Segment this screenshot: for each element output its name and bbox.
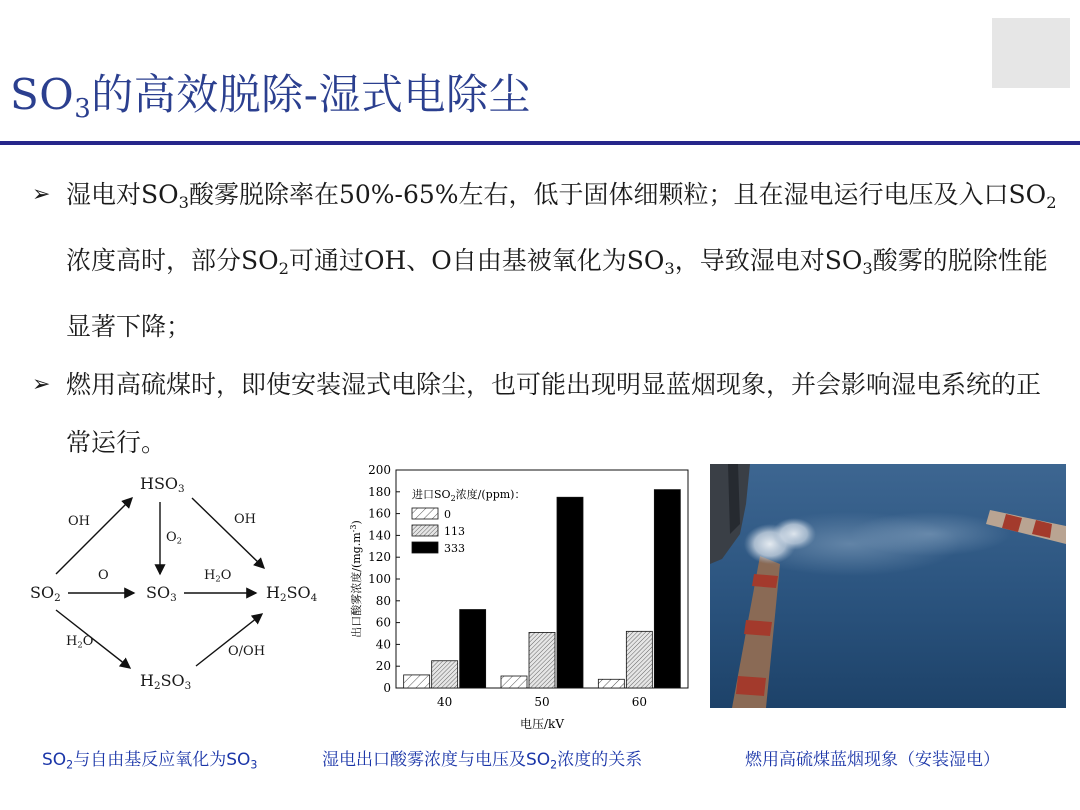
- label-oh-right: OH: [234, 512, 256, 527]
- bar-113-40: [432, 661, 458, 688]
- species-h2so3: $H_2SO_3$: [140, 671, 192, 693]
- reaction-arrows: [22, 466, 332, 698]
- bar-333-60: [654, 490, 680, 688]
- x-axis-label: 电压/kV: [520, 717, 564, 731]
- species-so2: $SO_2$: [30, 583, 61, 605]
- text-run: 湿电对SO: [66, 180, 179, 209]
- caption-chart: 湿电出口酸雾浓度与电压及$SO_2$浓度的关系: [322, 750, 643, 772]
- y-tick-label: 40: [375, 637, 391, 652]
- legend-label: 113: [444, 525, 465, 538]
- y-tick-label: 100: [368, 572, 391, 586]
- corner-placeholder-box: [992, 18, 1070, 88]
- y-tick-label: 140: [368, 528, 391, 543]
- bar-0-40: [404, 675, 430, 688]
- subscript: 3: [664, 258, 675, 278]
- slide-title: $SO_3$的高效脱除-湿式电除尘: [10, 70, 531, 124]
- label-o-oh: O/OH: [228, 644, 266, 659]
- bullet-list: [32, 166, 1062, 472]
- label-h2o-mid: $H_2O$: [204, 568, 232, 584]
- arrow-so2-hso3: [56, 498, 132, 574]
- text-run: 浓度高时，部分SO: [66, 245, 279, 275]
- legend-swatch: [412, 525, 438, 536]
- y-tick-label: 20: [375, 659, 391, 674]
- title-divider: [0, 141, 1080, 145]
- legend-title: 进口$SO_2$浓度/(ppm)：: [412, 488, 526, 503]
- species-so3: $SO_3$: [146, 583, 177, 605]
- text-run: 燃用高硫煤时，即使安装湿式电除尘，也可能出现明显蓝烟现象，并会影响湿电系统的正常运行。: [66, 369, 1042, 457]
- bar-113-60: [626, 631, 652, 688]
- subscript: 3: [862, 258, 873, 278]
- bar-333-40: [460, 610, 486, 688]
- species-hso3: $HSO_3$: [140, 474, 185, 496]
- bar-0-60: [598, 679, 624, 688]
- label-o2: $O_2$: [166, 530, 183, 546]
- text-run: 酸雾的脱除性能显著下降；: [66, 245, 1048, 341]
- label-o: O: [98, 568, 109, 583]
- bullet-item: [32, 356, 1062, 472]
- y-tick-label: 60: [375, 615, 391, 630]
- y-tick-label: 200: [368, 463, 391, 477]
- y-tick-label: 80: [375, 593, 391, 608]
- label-oh-left: OH: [68, 514, 90, 529]
- caption-photo: 燃用高硫煤蓝烟现象（安装湿电）: [745, 750, 1000, 770]
- subscript: 3: [178, 192, 189, 212]
- x-tick-label: 40: [437, 695, 453, 709]
- y-tick-label: 180: [368, 484, 391, 499]
- chart-canvas: [338, 460, 698, 735]
- text-run: 酸雾脱除率在50%-65%左右，低于固体细颗粒；且在湿电运行电压及入口SO: [188, 180, 1047, 209]
- bullet-item: [32, 166, 1062, 356]
- y-tick-label: 0: [383, 681, 391, 695]
- text-run: ，导致湿电对SO: [674, 245, 863, 275]
- species-h2so4: $H_2SO_4$: [266, 583, 318, 605]
- y-tick-label: 120: [368, 550, 391, 565]
- x-tick-label: 50: [534, 695, 550, 709]
- acid-mist-bar-chart: [338, 460, 698, 735]
- bullet-text: [66, 166, 1062, 356]
- legend-swatch: [412, 542, 438, 553]
- legend-label: 333: [444, 542, 465, 555]
- label-h2o-low: $H_2O$: [66, 634, 94, 650]
- blue-smoke-photo: [710, 464, 1066, 708]
- bar-333-50: [557, 497, 583, 688]
- legend-label: 0: [444, 508, 451, 521]
- legend-swatch: [412, 508, 438, 519]
- subscript: 2: [1046, 192, 1057, 212]
- bullet-text: [66, 356, 1062, 472]
- subscript: 2: [278, 258, 289, 278]
- x-tick-label: 60: [631, 695, 647, 709]
- reaction-diagram: [22, 466, 332, 698]
- caption-reaction: $SO_2$与自由基反应氧化为$SO_3$: [42, 750, 258, 772]
- arrow-hso3-h2so4: [192, 498, 264, 568]
- bullet-arrow-icon: ➢: [32, 371, 51, 397]
- text-run: 可通过OH、O自由基被氧化为SO: [288, 245, 665, 275]
- y-tick-label: 160: [368, 506, 391, 521]
- y-axis-label: 出口酸雾浓度$/(mg.m^{-3})$: [349, 520, 363, 638]
- bar-113-50: [529, 632, 555, 688]
- bar-0-50: [501, 676, 527, 688]
- bullet-arrow-icon: ➢: [32, 182, 51, 207]
